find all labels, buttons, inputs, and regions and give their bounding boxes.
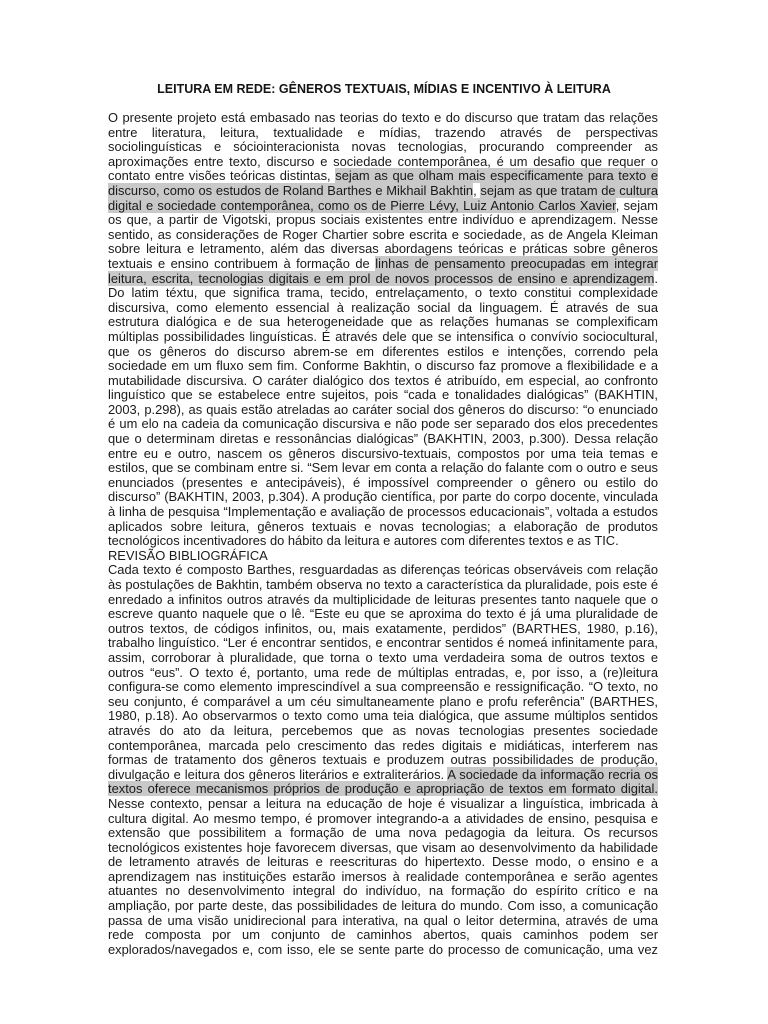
text-line: [108, 228, 658, 243]
text-line: [108, 928, 658, 943]
text-segment: Do latim téxtu, que significa trama, tecido, entrelaçamento, o texto constitui complexidade: [108, 285, 658, 301]
text-line: [108, 169, 658, 184]
text-segment: seu conjunto, é comparável a um céu simultaneamente plano e profu referência” (BARTHES,: [108, 693, 658, 709]
text-line: [108, 578, 658, 593]
text-line: [108, 797, 658, 812]
highlighted-text: sejam as que tratam de cultura: [480, 182, 658, 198]
text-line: [108, 330, 658, 345]
text-segment: às postulações de Bakhtin, também observa no texto a característica da pluralidade, pois este é: [108, 577, 658, 592]
text-segment: estrutura dialógica e de sua heterogeneidade que as relações humanas se complexificam: [108, 314, 658, 330]
text-line: [108, 680, 658, 695]
text-segment: escreve quanto naquele que o lê. “Este eu que se aproxima do texto é já uma pluralidade de: [108, 606, 658, 622]
text-segment: .: [654, 270, 658, 286]
text-segment: atuantes no desenvolvimento integral do indivíduo, na formação do espírito crítico e na: [108, 883, 658, 899]
highlighted-text: sejam as que olham mais especificamente para texto e: [335, 168, 658, 184]
text-segment: enredado a infinitos outros através da multiplicidade de leituras presentes tanto naquele que o: [108, 591, 658, 607]
text-segment: extensão que possibilitem a formação de uma nova pedagogia da leitura. Os recursos: [108, 825, 658, 841]
text-line: [108, 782, 658, 797]
text-segment: 1980, p.18). Ao observarmos o texto como uma teia dialógica, que assume múltiplos sentidos: [108, 708, 658, 724]
text-line: [108, 476, 658, 491]
text-segment: , sejam: [615, 197, 658, 213]
text-line: [108, 257, 658, 272]
text-segment: Cada texto é composto Barthes, resguardadas as diferenças teóricas observáveis com relação: [108, 562, 658, 578]
highlighted-text: linhas de pensamento preocupadas em integrar: [375, 255, 658, 271]
text-segment: 2003, p.298), as quais estão atreladas ao caráter social dos gêneros do discurso: “o enunciado: [108, 401, 658, 417]
text-line: [108, 855, 658, 870]
section-heading-revisao: [108, 549, 658, 564]
text-line: [108, 301, 658, 316]
text-line: [108, 724, 658, 739]
text-segment: Nesse contexto, pensar a leitura na educação de hoje é visualizar a linguística, imbricada à: [108, 795, 658, 811]
text-line: [108, 126, 658, 141]
highlighted-text: leitura, escrita, tecnologias digitais e em prol de novos processos de ensino e aprendizagem: [108, 270, 655, 286]
text-line: [108, 199, 658, 214]
text-line: [108, 709, 658, 724]
text-line: [108, 345, 658, 360]
text-line: [108, 826, 658, 841]
text-line: [108, 417, 658, 432]
text-segment: sentido, as considerações de Roger Chartier sobre escrita e sociedade, as de Angela Kleiman: [108, 226, 658, 242]
text-segment: que o determinam diretas e ressonâncias dialógicas” (BAKHTIN, 2003, p.300). Dessa relação: [108, 431, 658, 447]
text-segment: tecnológicos existentes hoje favorecem diversas, que visam ao desenvolvimento da habilidade: [108, 839, 658, 855]
text-segment: rede composta por um conjunto de caminhos abertos, quais caminhos podem ser: [108, 927, 658, 943]
text-segment: assim, corroborar à pluralidade, que torna o texto uma verdadeira soma de outros textos e: [108, 649, 658, 665]
text-line: [108, 943, 658, 958]
text-segment: ,: [473, 182, 481, 198]
text-line: [108, 447, 658, 462]
text-line: [108, 213, 658, 228]
text-line: [108, 899, 658, 914]
text-segment: formas de tratamento dos gêneros textuais e produzem outras possibilidades de produção,: [108, 752, 658, 768]
text-line: [108, 593, 658, 608]
text-line: [108, 812, 658, 827]
text-line: [108, 841, 658, 856]
text-line: [108, 388, 658, 403]
text-segment: entre literatura, leitura, textualidade e mídias, trazendo através de perspectivas: [108, 124, 658, 140]
text-line: [108, 739, 658, 754]
text-segment: através do ato da leitura, percebemos que as novas tecnologias presentes sociedade: [108, 722, 658, 738]
text-segment: configura-se como elemento imprescindível a sua compreensão e ressignificação. “O texto, no: [108, 679, 658, 695]
text-segment: aplicados sobre leitura, gêneros textuais e novas tecnologias; a elaboração de produtos: [108, 518, 658, 534]
text-line: [108, 622, 658, 637]
highlighted-text: A sociedade da informação recria os: [447, 766, 658, 782]
text-line: [108, 695, 658, 710]
text-segment: à linha de pesquisa “Implementação e avaliação de processos educacionais”, voltada a estudos: [108, 504, 658, 520]
text-line: [108, 432, 658, 447]
text-segment: linguístico que se estabelece entre sujeitos, pois “cada e tonalidades dialógicas” (BAKHTIN,: [108, 387, 658, 403]
document-body: [108, 111, 658, 957]
text-line: [108, 286, 658, 301]
text-line: [108, 111, 658, 126]
text-segment: divulgação e leitura dos gêneros literários e extraliterários.: [108, 766, 448, 782]
text-segment: de letramento através de leituras e reescrituras do hipertexto. Desse modo, o ensino e a: [108, 854, 658, 870]
text-line: [108, 272, 658, 287]
text-segment: que os gêneros do discurso abrem-se em diferentes estilos e intenções, correndo pela: [108, 343, 658, 359]
text-segment: ampliação, por parte deste, das possibilidades de leitura do mundo. Com isso, a comunicação: [108, 898, 658, 914]
text-segment: tecnológicos incentivadores do hábito da leitura e autores com diferentes textos e as TIC.: [108, 533, 619, 549]
text-segment: REVISÃO BIBLIOGRÁFICA: [108, 547, 268, 563]
text-line: [108, 184, 658, 199]
text-segment: é um elo na cadeia da comunicação discursiva e não pode ser separado dos elos precedentes: [108, 416, 658, 432]
text-segment: sobre leitura e letramento, além das diversas abordagens teóricas e práticas sobre gêneros: [108, 241, 658, 257]
text-line: [108, 651, 658, 666]
text-line: [108, 607, 658, 622]
text-segment: cultura digital. Ao mesmo tempo, é promover integrando-a a atividades de ensino, pesquisa e: [108, 810, 658, 826]
text-segment: outros “eus”. O texto é, portanto, uma rede de múltiplas entradas, e, por isso, a (re)leitura: [108, 664, 658, 680]
text-line: [108, 490, 658, 505]
text-segment: mutabilidade discursiva. O caráter dialógico dos textos é atribuído, em especial, ao confronto: [108, 372, 658, 388]
text-line: [108, 666, 658, 681]
highlighted-text: digital e sociedade contemporânea, como os de Pierre Lévy, Luiz Antonio Carlos Xavier: [108, 197, 616, 213]
text-line: [108, 520, 658, 535]
text-line: [108, 563, 658, 578]
text-segment: O presente projeto está embasado nas teorias do texto e do discurso que tratam das relações: [108, 110, 658, 125]
text-line: [108, 870, 658, 885]
text-line: [108, 315, 658, 330]
text-segment: trabalho linguístico. “Ler é encontrar sentidos, e encontrar sentidos é nomeá infinitamente para,: [108, 635, 658, 651]
text-segment: discurso” (BAKHTIN, 2003, p.304). A produção científica, por parte do corpo docente, vinculada: [108, 489, 658, 505]
document-title: LEITURA EM REDE: GÊNEROS TEXTUAIS, MÍDIAS E INCENTIVO À LEITURA: [157, 82, 611, 96]
text-segment: sociedade em um fluxo sem fim. Conforme Bakhtin, o discurso faz promove a flexibilidade e a: [108, 358, 658, 374]
text-segment: aprendizagem nas instituições estarão imersos à realidade contemporânea e serão agentes: [108, 868, 658, 884]
text-segment: textuais e ensino contribuem à formação de: [108, 255, 376, 271]
text-line: [108, 534, 658, 549]
text-segment: explorados/navegados e, com isso, ele se sente parte do processo de comunicação, uma vez: [108, 941, 658, 957]
text-segment: sociolinguísticas e sóciointeracionista novas tecnologias, procurando compreender as: [108, 139, 658, 155]
text-line: [108, 884, 658, 899]
text-line: [108, 403, 658, 418]
text-segment: enunciados (presentes e antecipáveis), é impossível compreender o gênero ou estilo do: [108, 474, 658, 490]
text-line: [108, 155, 658, 170]
highlighted-text: textos oferece mecanismos próprios de produção e apropriação de textos em formato digital.: [108, 781, 658, 797]
text-line: [108, 914, 658, 929]
text-segment: os que, a partir de Vigotski, propus sociais existentes entre indivíduo e aprendizagem. Nesse: [108, 212, 658, 228]
text-segment: aproximações entre texto, discurso e sociedade contemporânea, é um desafio que requer o: [108, 153, 658, 169]
text-line: [108, 140, 658, 155]
text-segment: contato entre visões teóricas distintas,: [108, 168, 336, 184]
text-segment: múltiplas possibilidades linguísticas. É através dele que se intensifica o convívio sociocultural,: [108, 328, 658, 344]
text-line: [108, 461, 658, 476]
text-line: [108, 374, 658, 389]
text-line: [108, 242, 658, 257]
text-segment: passa de uma visão unidirecional para interativa, na qual o leitor determina, através de uma: [108, 912, 658, 928]
text-segment: discursiva, como elemento essencial à realização social da linguagem. É através de sua: [108, 299, 658, 315]
text-line: [108, 359, 658, 374]
text-segment: entre eu e outro, nascem os gêneros discursivo-textuais, compostos por uma teia temas e: [108, 445, 658, 461]
text-segment: outros textos, de códigos infinitos, ou, mais exatamente, perdidos” (BARTHES, 1980, p.16),: [108, 620, 658, 636]
text-line: [108, 636, 658, 651]
text-line: [108, 753, 658, 768]
text-segment: contemporânea, marcada pelo crescimento das redes digitais e midiáticas, interferem nas: [108, 737, 658, 753]
text-line: [108, 505, 658, 520]
highlighted-text: discurso, como os estudos de Roland Barthes e Mikhail Bakhtin: [108, 182, 474, 198]
text-line: [108, 768, 658, 783]
text-segment: estilos, que se combinam entre si. “Sem levar em conta a relação do falante com o outro e seus: [108, 460, 658, 476]
